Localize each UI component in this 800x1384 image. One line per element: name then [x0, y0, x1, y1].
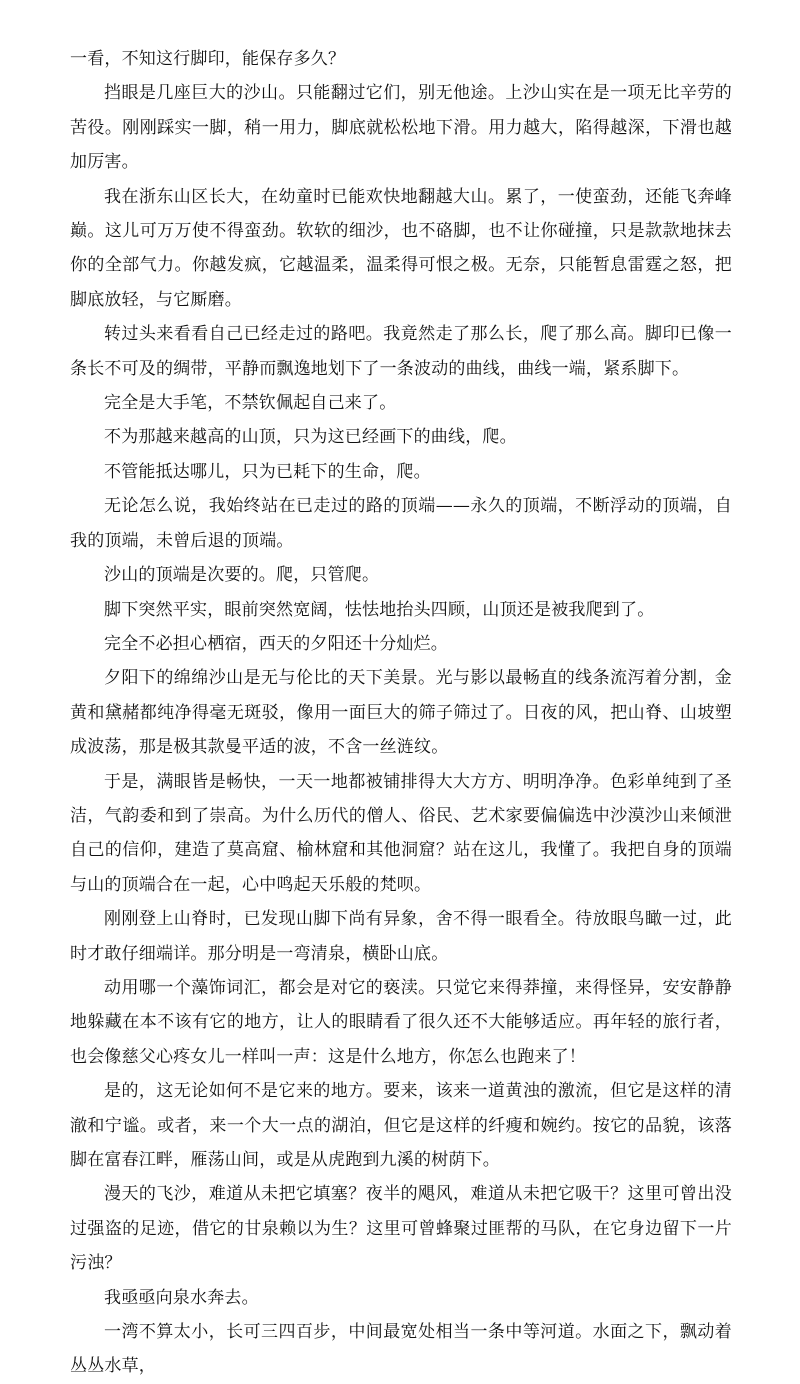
- paragraph-2: 挡眼是几座巨大的沙山。只能翻过它们，别无他途。上沙山实在是一项无比辛劳的苦役。刚刚踩实一脚，稍一用力，脚底就松松地下滑。用力越大，陷得越深，下滑也越加厉害。: [70, 83, 732, 173]
- paragraph-4: 转过头来看看自己已经走过的路吧。我竟然走了那么长，爬了那么高。脚印已像一条长不可及的绸带，平静而飘逸地划下了一条波动的曲线，曲线一端，紧系脚下。: [70, 324, 732, 379]
- paragraph-18: 我亟亟向泉水奔去。: [104, 1287, 259, 1308]
- paragraph-10: 脚下突然平实，眼前突然宽阔，怯怯地抬头四顾，山顶还是被我爬到了。: [104, 599, 655, 620]
- paragraph-11: 完全不必担心栖宿，西天的夕阳还十分灿烂。: [104, 633, 448, 654]
- paragraph-9: 沙山的顶端是次要的。爬，只管爬。: [104, 565, 380, 586]
- paragraph-17: 漫天的飞沙，难道从未把它填塞？夜半的飓风，难道从未把它吸干？这里可曾出没过强盗的足迹，借它的甘泉赖以为生？这里可曾蜂聚过匪帮的马队，在它身边留下一片污浊？: [70, 1184, 732, 1274]
- paragraph-3: 我在浙东山区长大，在幼童时已能欢快地翻越大山。累了，一使蛮劲，还能飞奔峰巅。这儿可万万使不得蛮劲。软软的细沙，也不硌脚，也不让你碰撞，只是款款地抹去你的全部气力。你越发疯，它越温柔，温柔得可恨之极。无奈，只能暂息雷霆之怒，把脚底放轻，与它厮磨。: [70, 186, 732, 310]
- paragraph-1: 一看，不知这行脚印，能保存多久？: [70, 49, 346, 69]
- paragraph-13: 于是，满眼皆是畅快，一天一地都被铺排得大大方方、明明净净。色彩单纯到了圣洁，气韵委和到了崇高。为什么历代的僧人、俗民、艺术家要偏偏选中沙漠沙山来倾泄自己的信仰，建造了莫高窟、榆林窟和其他洞窟？站在这儿，我懂了。我把自身的顶端与山的顶端合在一起，心中鸣起天乐般的梵呗。: [70, 771, 732, 895]
- paragraph-16: 是的，这无论如何不是它来的地方。要来，该来一道黄浊的激流，但它是这样的清澈和宁谧。或者，来一个大一点的湖泊，但它是这样的纤瘦和婉约。按它的品貌，该落脚在富春江畔，雁荡山间，或是从虎跑到九溪的树荫下。: [70, 1081, 732, 1170]
- document-page: [70, 42, 732, 1384]
- paragraph-19: 一湾不算太小，长可三四百步，中间最宽处相当一条中等河道。水面之下，飘动着丛丛水草，: [70, 1322, 732, 1377]
- paragraph-12: 夕阳下的绵绵沙山是无与伦比的天下美景。光与影以最畅直的线条流泻着分割，金黄和黛赭都纯净得毫无斑驳，像用一面巨大的筛子筛过了。日夜的风，把山脊、山坡塑成波荡，那是极其款曼平适的波，不含一丝涟纹。: [70, 668, 732, 758]
- paragraph-7: 不管能抵达哪儿，只为已耗下的生命，爬。: [104, 461, 431, 482]
- paragraph-15: 动用哪一个藻饰词汇，都会是对它的亵渎。只觉它来得莽撞，来得怪异，安安静静地躲藏在本不该有它的地方，让人的眼睛看了很久还不大能够适应。再年轻的旅行者，也会像慈父心疼女儿一样叫一声：这是什么地方，你怎么也跑来了！: [70, 977, 732, 1067]
- paragraph-5: 完全是大手笔，不禁钦佩起自己来了。: [104, 393, 397, 414]
- paragraph-14: 刚刚登上山脊时，已发现山脚下尚有异象，舍不得一眼看全。待放眼鸟瞰一过，此时才敢仔细端详。那分明是一弯清泉，横卧山底。: [70, 909, 732, 964]
- paragraph-6: 不为那越来越高的山顶，只为这已经画下的曲线，爬。: [104, 427, 517, 448]
- paragraph-8: 无论怎么说，我始终站在已走过的路的顶端——永久的顶端，不断浮动的顶端，自我的顶端，未曾后退的顶端。: [70, 496, 732, 551]
